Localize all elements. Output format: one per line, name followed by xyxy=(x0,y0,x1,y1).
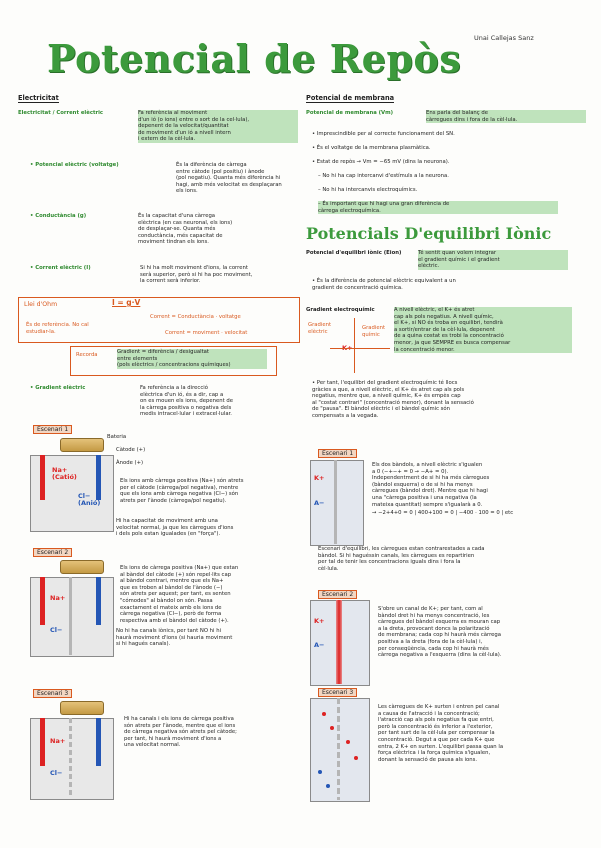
ohm-note: És de referència. No cal estudiar-la. xyxy=(26,322,89,335)
scenario-1-cation: Na+ (Catió) xyxy=(52,466,77,481)
scenario-2-text1: Els ions de càrrega positiva (Na+) que estan al bàndol del càtode (+) són repel·lits cap al bàndol contrari, mentre que els Na+ que es troben al bàndol de l'ànode (−) són atrets per aquest; per tant, es senten "cómodes" al bàndol on són. Passa exactament el mateix amb els ions de càrrega negativa (Cl−), però de forma respectiva amb el bàndol del càtode (+). xyxy=(120,565,239,624)
ge-diagram-axis xyxy=(330,348,390,349)
scenario-3-text1: Hi ha canals i els ions de càrrega positiva són atrets per l'ànode, mentre que el ions de càrrega negativa són atrets pel càtode; per tant, hi haurà moviment d'ions a una velocitat normal. xyxy=(124,716,237,749)
scenario-r1-text3: Escenari d'equilibri, les càrregues estan contrarestades a cada bàndol. Si hi haguéssin canals, les càrregues es repartirien per tal de tenir les concentracions iguals dins i fora la cèl·lula. xyxy=(318,546,485,572)
pm-bullet: • Estat de repòs → Vm = −65 mV (dins la neurona). xyxy=(312,159,450,165)
anode-electrode xyxy=(96,577,101,625)
ohm-label: Llei d'Ohm xyxy=(24,301,58,308)
ohm-formula: I = g·V xyxy=(112,298,141,307)
membrane-with-channels xyxy=(69,718,72,798)
scenario-2-anion: Cl− xyxy=(50,626,63,634)
scenario-r2-text1: S'obre un canal de K+; per tant, com al bàndol dret hi ha menys concentració, les càrregues del bàndol esquerra es mouran cap a la dreta, provocant doncs la polarització de membrana; cada cop hi haurà més càrrega positiva a la dreta (fora de la cèl·lula) i, per conseqüència, cada cop hi haurà més càrrega negativa a l'esquerra (dins la cèl·lula). xyxy=(378,606,502,659)
scenario-label: Escenari 2 xyxy=(318,590,357,599)
scenario-label: Escenari 3 xyxy=(318,688,357,697)
corrent-electric-label: • Corrent elèctric (I) xyxy=(30,265,91,271)
scenario-2-cation: Na+ xyxy=(50,594,66,602)
pm-text: Ens parla del balanç de càrregues dins i fora de la cèl·lula. xyxy=(426,110,586,123)
ohm-corrent: Corrent = Conductància · voltatge xyxy=(150,314,241,320)
a-ion-dot xyxy=(326,784,330,788)
scenario-r2-k: K+ xyxy=(314,617,325,625)
ge-diagram-chemical: Gradient químic xyxy=(362,325,386,338)
peq-label: Potencial d'equilibri iònic (Eion) xyxy=(306,250,402,256)
cathode-electrode xyxy=(40,718,45,766)
potencial-text: És la diferència de càrrega entre càtode (pol positiu) i ànode (pol negatiu). Quanta més diferència hi hagi, amb més velocitat es desplaçaran els ions. xyxy=(176,162,282,195)
pm-label: Potencial de membrana (Vm) xyxy=(306,110,394,116)
corrent-label: Electricitat / Corrent elèctric xyxy=(18,110,104,116)
open-channel xyxy=(336,600,342,684)
section-heading-electricitat: Electricitat xyxy=(18,94,59,102)
scenario-label: Escenari 1 xyxy=(318,449,357,458)
k-ion-dot xyxy=(322,712,326,716)
scenario-label: Escenari 1 xyxy=(33,425,72,434)
scenario-r1-a: A− xyxy=(314,499,325,507)
pm-bullet: – És important que hi hagi una gran diferència de càrrega electroquímica. xyxy=(318,201,558,214)
scenario-r2-a: A− xyxy=(314,641,325,649)
beaker-right-3 xyxy=(310,698,370,802)
scenario-label: Escenari 2 xyxy=(33,548,72,557)
scenario-1-label-bateria: Bateria xyxy=(107,434,127,440)
pm-bullet: – No hi ha cap intercanvi d'estímuls a la neurona. xyxy=(318,173,449,179)
scenario-r1-text1: Els dos bàndols, a nivell elèctric s'igualen a 0 (−+−+ = 0 → −A+ = 0). Independentment de si hi ha més càrregues (bàndol esquerra) o de si hi ha menys càrregues (bàndol dret). Mentre que hi hagi una "càrrega positiva i una negativa (la mateixa quantitat) sempre s'igualarà a 0. xyxy=(372,462,490,508)
scenario-3-anion: Cl− xyxy=(50,769,63,777)
conductancia-label: • Conductància (g) xyxy=(30,213,87,219)
scenario-r3-text1: Les càrregues de K+ surten i entren pel canal a causa de l'atracció i la concentració; l'atracció cap als pols negatius fa que entri, però la concentració és inferior a l'exterior, per tant surt de la cèl·lula per compensar la concentració. Degut a que per cada K+ que entra, 2 K+ en surten. L'equilibri passa quan la força elèctrica i la força química s'igualen, donant la sensació de pausa als ions. xyxy=(378,704,504,763)
scenario-r1-k: K+ xyxy=(314,474,325,482)
battery-icon xyxy=(60,560,104,574)
k-ion-dot xyxy=(330,726,334,730)
scenario-1-text1: Els ions amb càrrega positiva (Na+) són atrets per el càtode (càrrega/pol negativa), mentre que els ions amb càrrega negativa (Cl−) són atrets per l'ànode (càrrega/pol negatiu). xyxy=(120,478,244,504)
ohm-corrent2: Corrent = moviment · velocitat xyxy=(165,330,248,336)
a-ion-dot xyxy=(318,770,322,774)
scenario-1-anion: Cl− (Anió) xyxy=(78,492,101,507)
battery-icon xyxy=(60,438,104,452)
corrent-electric-text: Si hi ha molt moviment d'ions, la corrent serà superior, però si hi ha poc moviment, la corrent serà inferior. xyxy=(140,265,253,285)
author-name: Unai Callejas Sanz xyxy=(474,34,534,42)
ge-text: A nivell elèctric, el K+ és atret cap als pols negatius. A nivell químic, el K+, si NO és troba en equilibri, tendirà a sortir/entrar de la cèl·lula, depenent de a quina costat es trobi la concentració menor, ja que SEMPRE es busca compensar la concentració menor. xyxy=(394,307,572,353)
scenario-label: Escenari 3 xyxy=(33,689,72,698)
peq-text: Té sentit quan volem integrar el gradient químic i el gradient elèctric. xyxy=(418,250,568,270)
subtitle-potencials-equilibri: Potencials D'equilibri Iònic xyxy=(306,224,552,243)
pm-bullet: • És el voltatge de la membrana plasmàtica. xyxy=(312,145,431,151)
page-title: Potencial de Repòs xyxy=(47,36,462,81)
pm-bullet: – No hi ha intercanvis electroquímics. xyxy=(318,187,418,193)
membrane xyxy=(69,577,72,655)
section-heading-membrana: Potencial de membrana xyxy=(306,94,395,102)
anode-electrode xyxy=(96,718,101,766)
potencial-label: • Potencial elèctric (voltatge) xyxy=(30,162,119,168)
peq-bullet: • És la diferència de potencial elèctric equivalent a un gradient de concentració química. xyxy=(312,278,456,291)
recorda-text: Gradient = diferència / desigualtat entre elements (pols elèctrics / concentracions químiques) xyxy=(117,349,267,369)
scenario-1-label-catode: Càtode (+) xyxy=(116,447,146,453)
corrent-text: Fa referència al moviment d'un ió (o ions) entre o sort de la cel·lula), depenent de la velocitat/quantitat de moviment d'un ió a nivell intern i extern de la cèl·lula. xyxy=(138,110,298,143)
gradient-electric-text: Fa referència a la direcció elèctrica d'un ió, és a dir, cap a on es mouen els ions, depenent de la càrrega positiva o negativa dels medis intracel·lular i extracel·lular. xyxy=(140,385,234,418)
pm-bullet: • Imprescindible per al correcte funcionament del SN. xyxy=(312,131,455,137)
scenario-3-cation: Na+ xyxy=(50,737,66,745)
ge-bullet: • Per tant, l'equilibri del gradient electroquímic té llocs gràcies a que, a nivell elèctric, el K+ és atret cap als pols negatius, mentre que, a nivell químic, K+ és empès cap al "costat contrari" (concentració menor), donant la sensació de "pausa". El bàndol elèctric i el bàndol químic són compensats a la vegada. xyxy=(312,380,474,419)
gradient-electric-label: • Gradient elèctric xyxy=(30,385,86,391)
conductancia-text: És la capacitat d'una càrrega elèctrica (en cas neuronal, els ions) de desplaçar-se. Quanta més conductància, més capacitat de moviment tindran els ions. xyxy=(138,213,233,246)
scenario-1-text2: Hi ha capacitat de moviment amb una velocitat normal, ja que les càrregues d'ions i dels pols estan igualades (en "força"). xyxy=(116,518,234,538)
membrane xyxy=(334,460,337,544)
ge-label: Gradient electroquímic xyxy=(306,307,375,313)
scenario-1-label-anode: Ànode (+) xyxy=(116,460,144,466)
k-ion-dot xyxy=(346,740,350,744)
recorda-label: Recorda xyxy=(76,352,98,358)
cathode-electrode xyxy=(40,455,45,500)
cathode-electrode xyxy=(40,577,45,625)
scenario-r1-text2: → −2+4+0 = 0 | 400+100 = 0 | −400 · 100 = 0 | etc xyxy=(372,510,514,516)
k-ion-dot xyxy=(354,756,358,760)
ge-diagram-electric: Gradient elèctric xyxy=(308,322,332,335)
battery-icon xyxy=(60,701,104,715)
ge-diagram-axis xyxy=(354,318,355,373)
scenario-2-text2: No hi ha canals iònics, per tant NO hi hi haurà moviment d'ions (si hauria moviment si hi hagués canals). xyxy=(116,628,233,648)
membrane-with-channels xyxy=(337,698,340,800)
